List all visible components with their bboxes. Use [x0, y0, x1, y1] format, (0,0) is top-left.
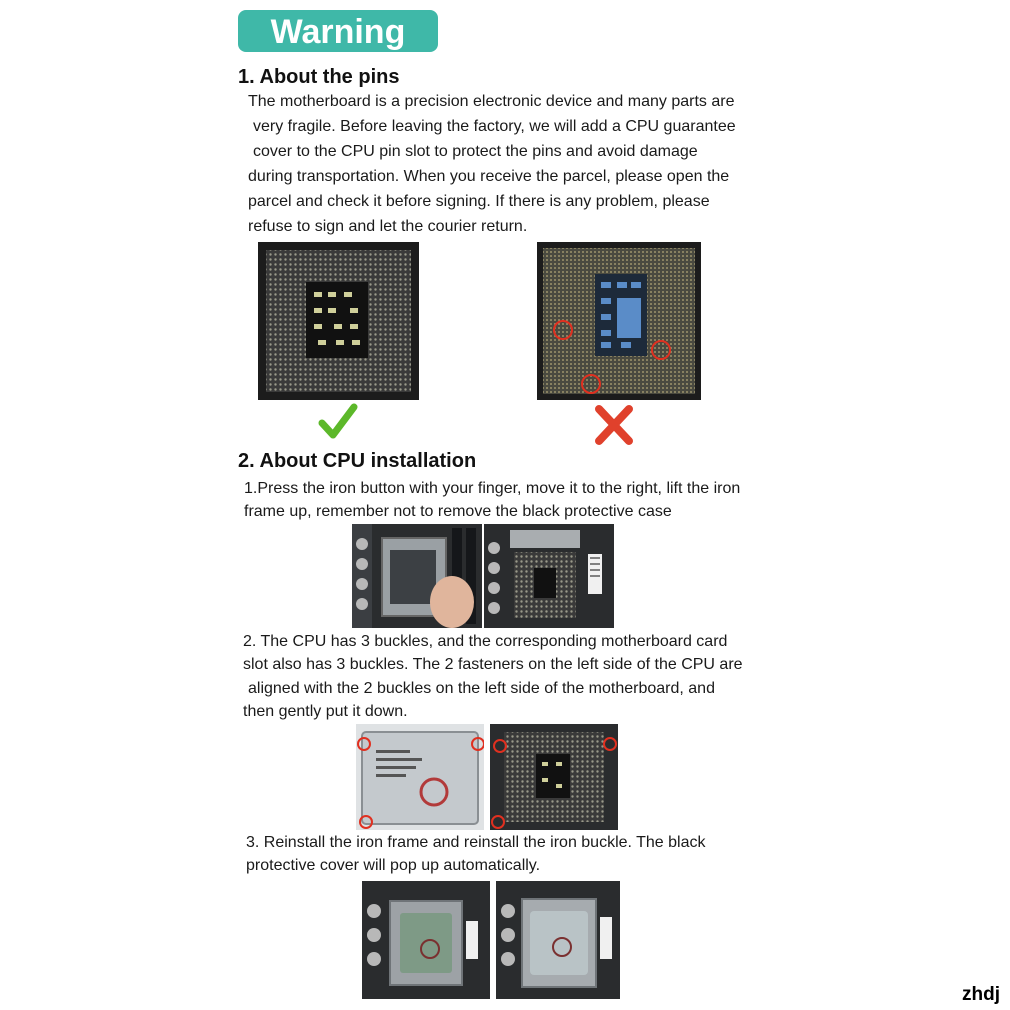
section1-line: parcel and check it before signing. If there is any problem, please	[248, 193, 710, 210]
step1-photo-press	[352, 524, 482, 628]
step1-line: 1.Press the iron button with your finger, move it to the right, lift the iron	[244, 480, 741, 497]
step3-line: protective cover will pop up automatically.	[246, 857, 541, 874]
step3-line: 3. Reinstall the iron frame and reinstall the iron buckle. The black	[246, 834, 706, 851]
socket-bad-photo	[537, 242, 701, 400]
section1-line: cover to the CPU pin slot to protect the pins and avoid damage	[253, 143, 698, 160]
section1-line: during transportation. When you receive the parcel, please open the	[248, 168, 730, 185]
section1-line: refuse to sign and let the courier return.	[248, 218, 528, 235]
step2-photo-socket	[490, 724, 618, 830]
warning-banner: Warning	[238, 10, 438, 52]
section1-heading: 1. About the pins	[238, 66, 400, 88]
check-icon	[318, 403, 358, 441]
section1-line: very fragile. Before leaving the factory, we will add a CPU guarantee	[253, 118, 736, 135]
step1-photo-lifted	[484, 524, 614, 628]
watermark: zhdj	[962, 984, 1000, 1005]
step3-photo-frame	[362, 881, 490, 999]
cross-icon	[594, 404, 634, 446]
step2-line: 2. The CPU has 3 buckles, and the corresponding motherboard card	[243, 633, 728, 650]
section1-line: The motherboard is a precision electronic device and many parts are	[248, 93, 735, 110]
step2-line: then gently put it down.	[243, 703, 408, 720]
step2-line: aligned with the 2 buckles on the left side of the motherboard, and	[248, 680, 715, 697]
step2-line: slot also has 3 buckles. The 2 fasteners on the left side of the CPU are	[243, 656, 743, 673]
step1-line: frame up, remember not to remove the black protective case	[244, 503, 672, 520]
step3-photo-closed	[496, 881, 620, 999]
socket-good-photo	[258, 242, 419, 400]
step2-photo-cpu	[356, 724, 484, 830]
section2-heading: 2. About CPU installation	[238, 450, 477, 472]
